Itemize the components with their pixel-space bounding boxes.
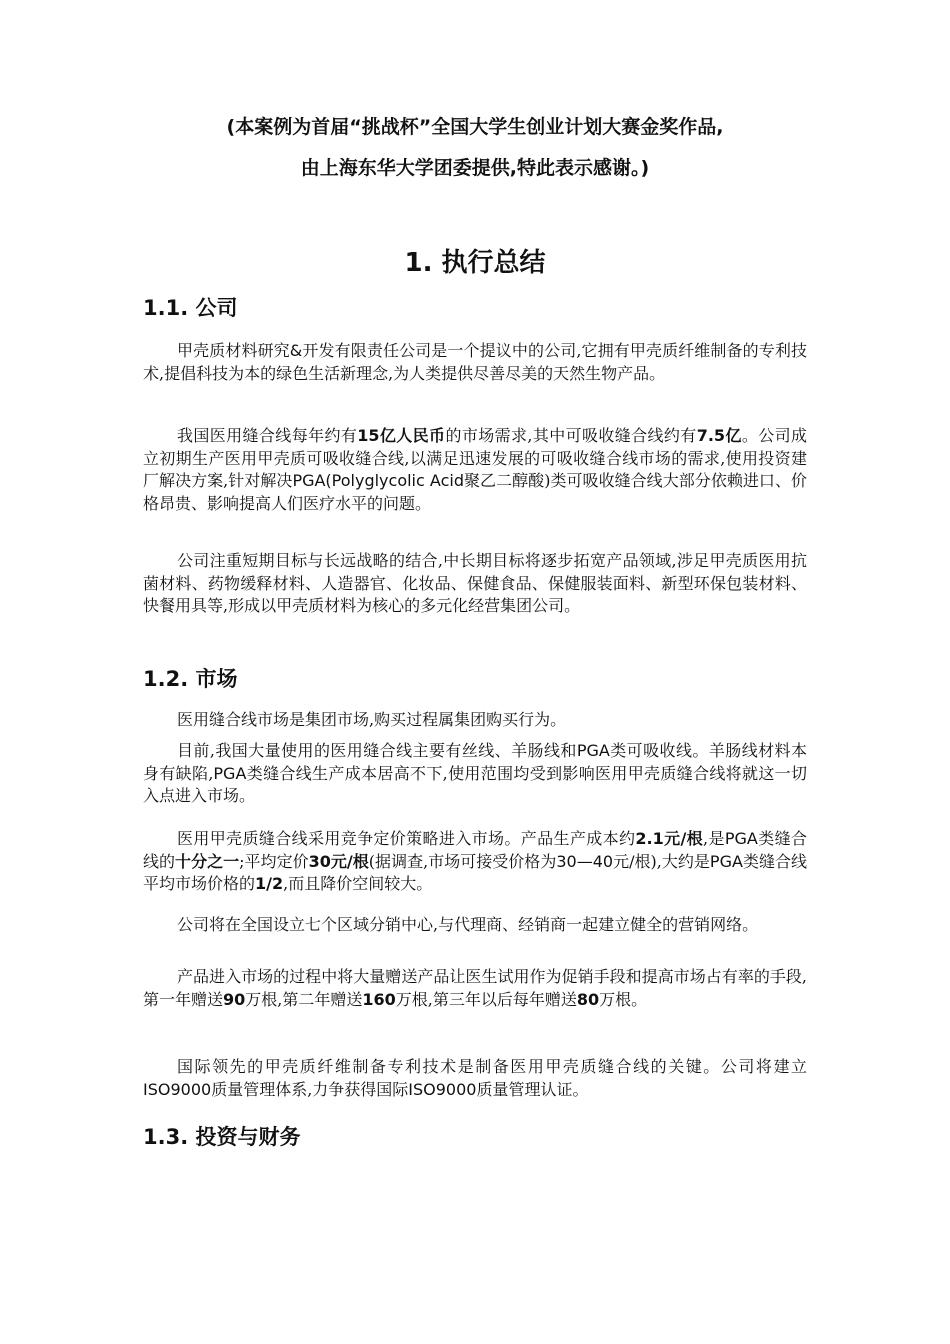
acknowledgement-line-2: 由上海东华大学团委提供,特此表示感谢。) (300, 157, 650, 179)
promotion-paragraph: 产品进入市场的过程中将大量赠送产品让医生试用作为促销手段和提高市场占有率的手段,第一年赠送90万根,第二年赠送160万根,第三年以后每年赠送80万根。 (143, 967, 807, 1009)
section-heading-market: 1.2. 市场 (143, 667, 238, 691)
strategy-paragraph: 公司注重短期目标与长远战略的结合,中长期目标将逐步拓宽产品领域,涉足甲壳质医用抗菌材料、药物缓释材料、人造器官、化妆品、保健食品、保健服装面料、新型环保包装材料、快餐用具等,形成以甲壳质材料为核心的多元化经营集团公司。 (143, 551, 807, 615)
market-type-paragraph: 医用缝合线市场是集团市场,购买过程属集团购买行为。 (177, 710, 567, 729)
section-heading-finance: 1.3. 投资与财务 (143, 1125, 301, 1149)
first-year-gift: 90 (223, 989, 246, 1009)
price-ratio: 1/2 (255, 874, 284, 893)
quality-paragraph: 国际领先的甲壳质纤维制备专利技术是制备医用甲壳质缝合线的关键。公司将建立ISO9000质量管理体系,力争获得国际ISO9000质量管理认证。 (143, 1057, 807, 1099)
distribution-paragraph: 公司将在全国设立七个区域分销中心,与代理商、经销商一起建立健全的营销网络。 (177, 915, 759, 934)
price-value: 30元/根 (308, 851, 369, 871)
market-demand-paragraph: 我国医用缝合线每年约有15亿人民币的市场需求,其中可吸收缝合线约有7.5亿。公司成立初期生产医用甲壳质可吸收缝合线,以满足迅速发展的可吸收缝合线市场的需求,使用投资建厂解决方案,针对解决PGA(Polyglycolic Acid聚乙二醇酸)类可吸收缝合线大部分依赖进口、价格昂贵、影响提高人们医疗水平的问题。 (143, 426, 807, 513)
cost-value: 2.1元/根 (635, 829, 704, 848)
acknowledgement-line-1: (本案例为首届“挑战杯”全国大学生创业计划大赛金奖作品, (226, 116, 724, 138)
pricing-paragraph: 医用甲壳质缝合线采用竞争定价策略进入市场。产品生产成本约2.1元/根,是PGA类缝合线的十分之一;平均定价30元/根(据调查,市场可接受价格为30—40元/根),大约是PGA类缝合线平均市场价格的1/2,而且降价空间较大。 (143, 829, 807, 893)
chapter-title: 1. 执行总结 (404, 248, 546, 278)
section-heading-company: 1.1. 公司 (143, 296, 238, 320)
company-paragraph: 甲壳质材料研究&开发有限责任公司是一个提议中的公司,它拥有甲壳质纤维制备的专利技术,提倡科技为本的绿色生活新理念,为人类提供尽善尽美的天然生物产品。 (143, 341, 807, 383)
second-year-gift: 160 (362, 989, 396, 1009)
company-name: 甲壳质材料研究&开发有限责任公司 (177, 341, 432, 360)
market-size-value: 15亿人民币 (357, 426, 446, 445)
later-year-gift: 80 (576, 989, 600, 1009)
current-market-paragraph: 目前,我国大量使用的医用缝合线主要有丝线、羊肠线和PGA类可吸收线。羊肠线材料本身有缺陷,PGA类缝合线生产成本居高不下,使用范围均受到影响医用甲壳质缝合线将就这一切入点进入市场。 (143, 741, 807, 805)
cost-ratio: 十分之一 (175, 851, 240, 871)
absorbable-market-value: 7.5亿 (696, 426, 742, 445)
